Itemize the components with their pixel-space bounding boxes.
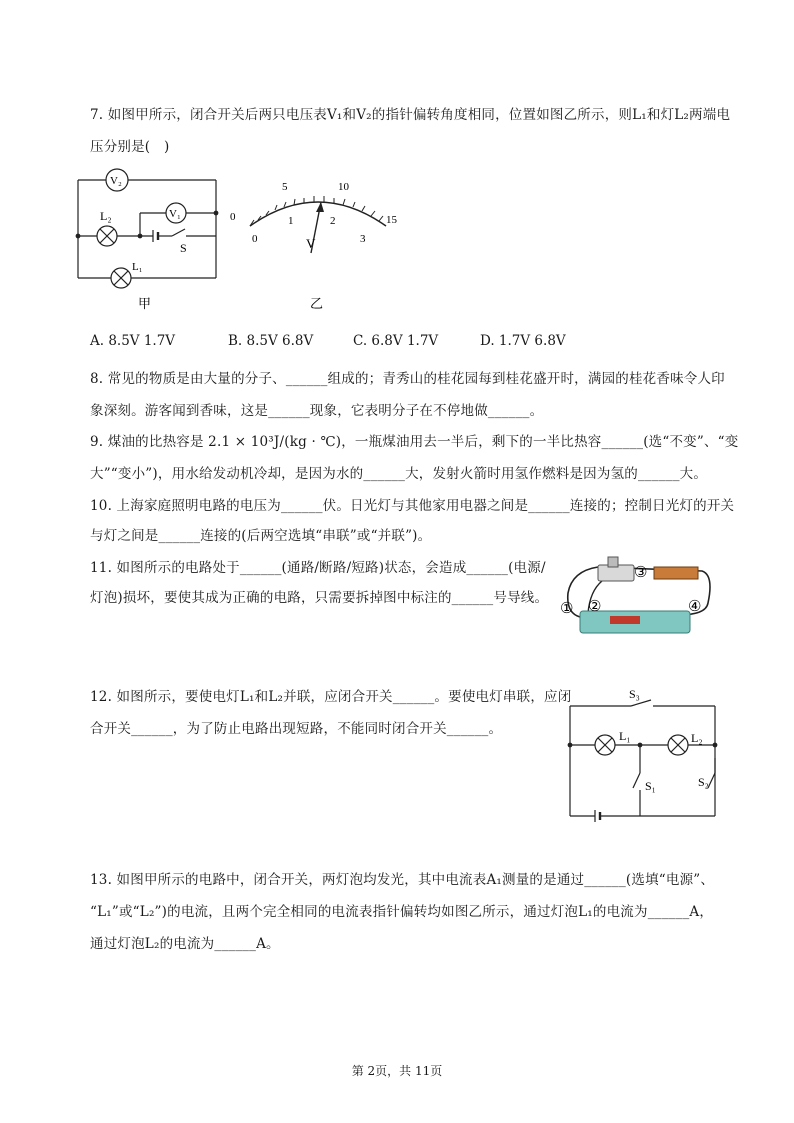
q7-line1: 7. 如图甲所示，闭合开关后两只电压表V₁和V₂的指针偏转角度相同，位置如图乙所示，则L₁和灯L₂两端电 <box>90 107 731 123</box>
bulb-holder <box>654 567 698 579</box>
q13-line2: “L₁”或“L₂”)的电流，且两个完全相同的电流表指针偏转均如图乙所示，通过灯泡L₁的电流为______A， <box>90 904 714 920</box>
q7-line2: 压分别是( ) <box>90 139 170 155</box>
q7-voltmeter-yi <box>228 176 398 316</box>
q12-line2: 合开关______，为了防止电路出现短路，不能同时闭合开关______。 <box>90 721 503 737</box>
l1-label: L₁ <box>619 729 631 743</box>
q10-line1: 10. 上海家庭照明电路的电压为______伏。日光灯与其他家用电器之间是______连接的；控制日光灯的开关 <box>90 498 735 514</box>
junction-dot <box>214 211 219 216</box>
l2-label: L₂ <box>691 731 703 745</box>
s1-label: S₁ <box>645 779 656 793</box>
fig-jia-label: 甲 <box>138 296 152 311</box>
v2-label: V₂ <box>110 175 122 187</box>
junction-dot <box>76 234 81 239</box>
q13-line1: 13. 如图甲所示的电路中，闭合开关，两灯泡均发光，其中电流表A₁测量的是通过______(选填“电源”、 <box>90 872 715 888</box>
s2-label: S₂ <box>698 775 709 789</box>
outer-tick-10: 10 <box>338 181 349 193</box>
s3-label: S₃ <box>629 687 640 701</box>
v1-label: V₁ <box>169 208 181 220</box>
outer-tick-15: 15 <box>386 214 397 226</box>
outer-tick-5: 5 <box>282 181 288 193</box>
option-a: A. 8.5V 1.7V <box>90 333 176 349</box>
unit-label: V <box>306 236 316 251</box>
junction-dot <box>138 234 143 239</box>
inner-tick-3: 3 <box>360 233 366 245</box>
q11-circuit-photo <box>558 553 718 643</box>
s-label: S <box>180 241 187 255</box>
q12-circuit <box>565 687 725 830</box>
q10-line2: 与灯之间是______连接的(后两空选填“串联”或“并联”)。 <box>90 528 432 544</box>
q12-line1: 12. 如图所示，要使电灯L₁和L₂并联，应闭合开关______。要使电灯串联，应闭 <box>90 689 572 705</box>
q9-line2: 大”“变小”)，用水给发动机冷却，是因为水的______大，发射火箭时用氢作燃料是因为氢的______大。 <box>90 466 708 482</box>
q11-line1: 11. 如图所示的电路处于______(通路/断路/短路)状态，会造成______(电源/ <box>90 560 546 576</box>
q8-line2: 象深刻。游客闻到香味，这是______现象，它表明分子在不停地做______。 <box>90 403 544 419</box>
option-d: D. 1.7V 6.8V <box>480 333 566 349</box>
wire-2: ② <box>588 599 602 615</box>
wire-3: ③ <box>634 565 648 581</box>
wire-1: ① <box>560 601 574 617</box>
option-b: B. 8.5V 6.8V <box>228 333 314 349</box>
fig-yi-label: 乙 <box>310 296 324 311</box>
q8-line1: 8. 常见的物质是由大量的分子、______组成的；青秀山的桂花园每到桂花盛开时，满园的桂花香味令人印 <box>90 371 725 387</box>
l2-label: L₂ <box>100 209 112 223</box>
q9-line1: 9. 煤油的比热容是 2.1 × 10³J/(kg · ℃)，一瓶煤油用去一半后，剩下的一半比热容______(选“不变”、“变 <box>90 434 739 450</box>
l1-label: L₁ <box>132 261 143 273</box>
option-c: C. 6.8V 1.7V <box>353 333 439 349</box>
page-footer: 第 2页，共 11页 <box>351 1064 443 1078</box>
wire-4: ④ <box>688 599 702 615</box>
q13-line3: 通过灯泡L₂的电流为______A。 <box>90 936 280 952</box>
outer-tick-0: 0 <box>230 211 236 223</box>
inner-tick-2: 2 <box>330 215 336 227</box>
inner-tick-0: 0 <box>252 233 258 245</box>
inner-tick-1: 1 <box>288 215 294 227</box>
q11-line2: 灯泡)损坏，要使其成为正确的电路，只需要拆掉图中标注的______号导线。 <box>90 590 549 606</box>
q7-circuit-jia <box>70 168 230 311</box>
